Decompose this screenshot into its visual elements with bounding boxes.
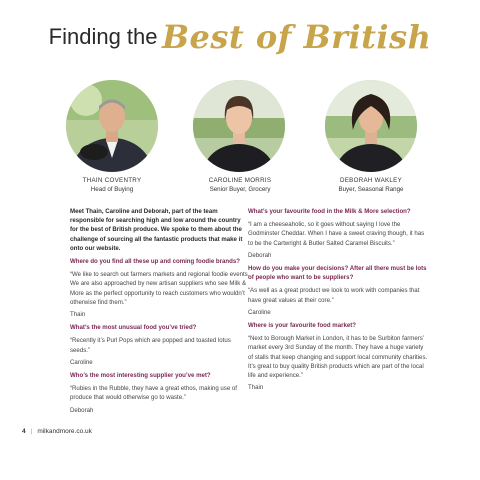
title-plain: Finding the <box>48 24 158 49</box>
answer-author: Caroline <box>248 308 271 316</box>
footer-divider: | <box>30 428 33 435</box>
question: Where is your favourite food market? <box>248 322 357 330</box>
person-role: Buyer, Seasonal Range <box>338 186 404 193</box>
answer-author: Deborah <box>70 406 94 414</box>
person-role: Head of Buying <box>90 186 134 193</box>
person-name: DEBORAH WAKLEY <box>339 177 403 184</box>
portrait-caroline <box>193 80 285 172</box>
person-role: Senior Buyer, Grocery <box>209 186 271 193</box>
question: What’s your favourite food in the Milk & More selection? <box>248 208 411 215</box>
answer: “I am a cheeseaholic, so it goes without saying I love the Godminster Cheddar. When I have a sweet craving though, it has to be the Cartwright & Butler Salted Caramel Biscuits.” <box>248 221 425 247</box>
answer-author: Thain <box>70 311 86 319</box>
answer: “We like to search out farmers markets and regional foodie events. We are also approached by new artisan suppliers who see Milk & More as the perfect opportunity to reach customers who wouldn’t otherwise find them.” <box>70 271 250 306</box>
page-footer <box>22 428 92 435</box>
question: Who’s the most interesting supplier you’ve met? <box>70 372 211 380</box>
answer: “Recently it’s Purl Pops which are popped and toasted lotus seeds.” <box>70 337 231 354</box>
page-number: 4 <box>22 428 26 435</box>
intro-paragraph: Meet Thain, Caroline and Deborah, part of the team responsible for searching high and low around the country for the best of British produce. We spoke to them about the challenge of sourcing all the fantastic products that make it onto our website. <box>70 208 243 252</box>
person-deborah <box>291 176 451 194</box>
answer-author: Thain <box>248 384 264 392</box>
answer: “Rubies in the Rubble, they have a great ethos, making use of produce that would otherwise go to waste.” <box>70 385 238 402</box>
title-script: Best of British <box>161 18 432 56</box>
question: Where do you find all these up and coming foodie brands? <box>70 258 240 266</box>
answer: “As well as a great product we look to work with companies that have great values at their core.” <box>248 287 420 304</box>
question: How do you make your decisions? After all there must be lots of people who want to be suppliers? <box>248 265 427 282</box>
person-name: THAIN COVENTRY <box>82 177 142 184</box>
answer-author: Deborah <box>248 251 272 259</box>
portrait-deborah <box>325 80 417 172</box>
person-name: CAROLINE MORRIS <box>208 177 272 184</box>
answer: “Next to Borough Market in London, it has to be Surbiton farmers’ market every 3rd Sunday of the month. They have a huge variety of stalls that keep changing and support local community charities. It’s great to buy quality British products which are part of the local life and experience.” <box>248 335 428 380</box>
footer-site[interactable]: milkandmore.co.uk <box>37 428 92 435</box>
answer-author: Caroline <box>70 358 93 366</box>
portrait-thain <box>66 80 158 172</box>
page-title <box>0 18 480 56</box>
left-column <box>70 207 250 419</box>
question: What’s the most unusual food you’ve tried? <box>70 324 197 332</box>
right-column <box>248 207 428 396</box>
